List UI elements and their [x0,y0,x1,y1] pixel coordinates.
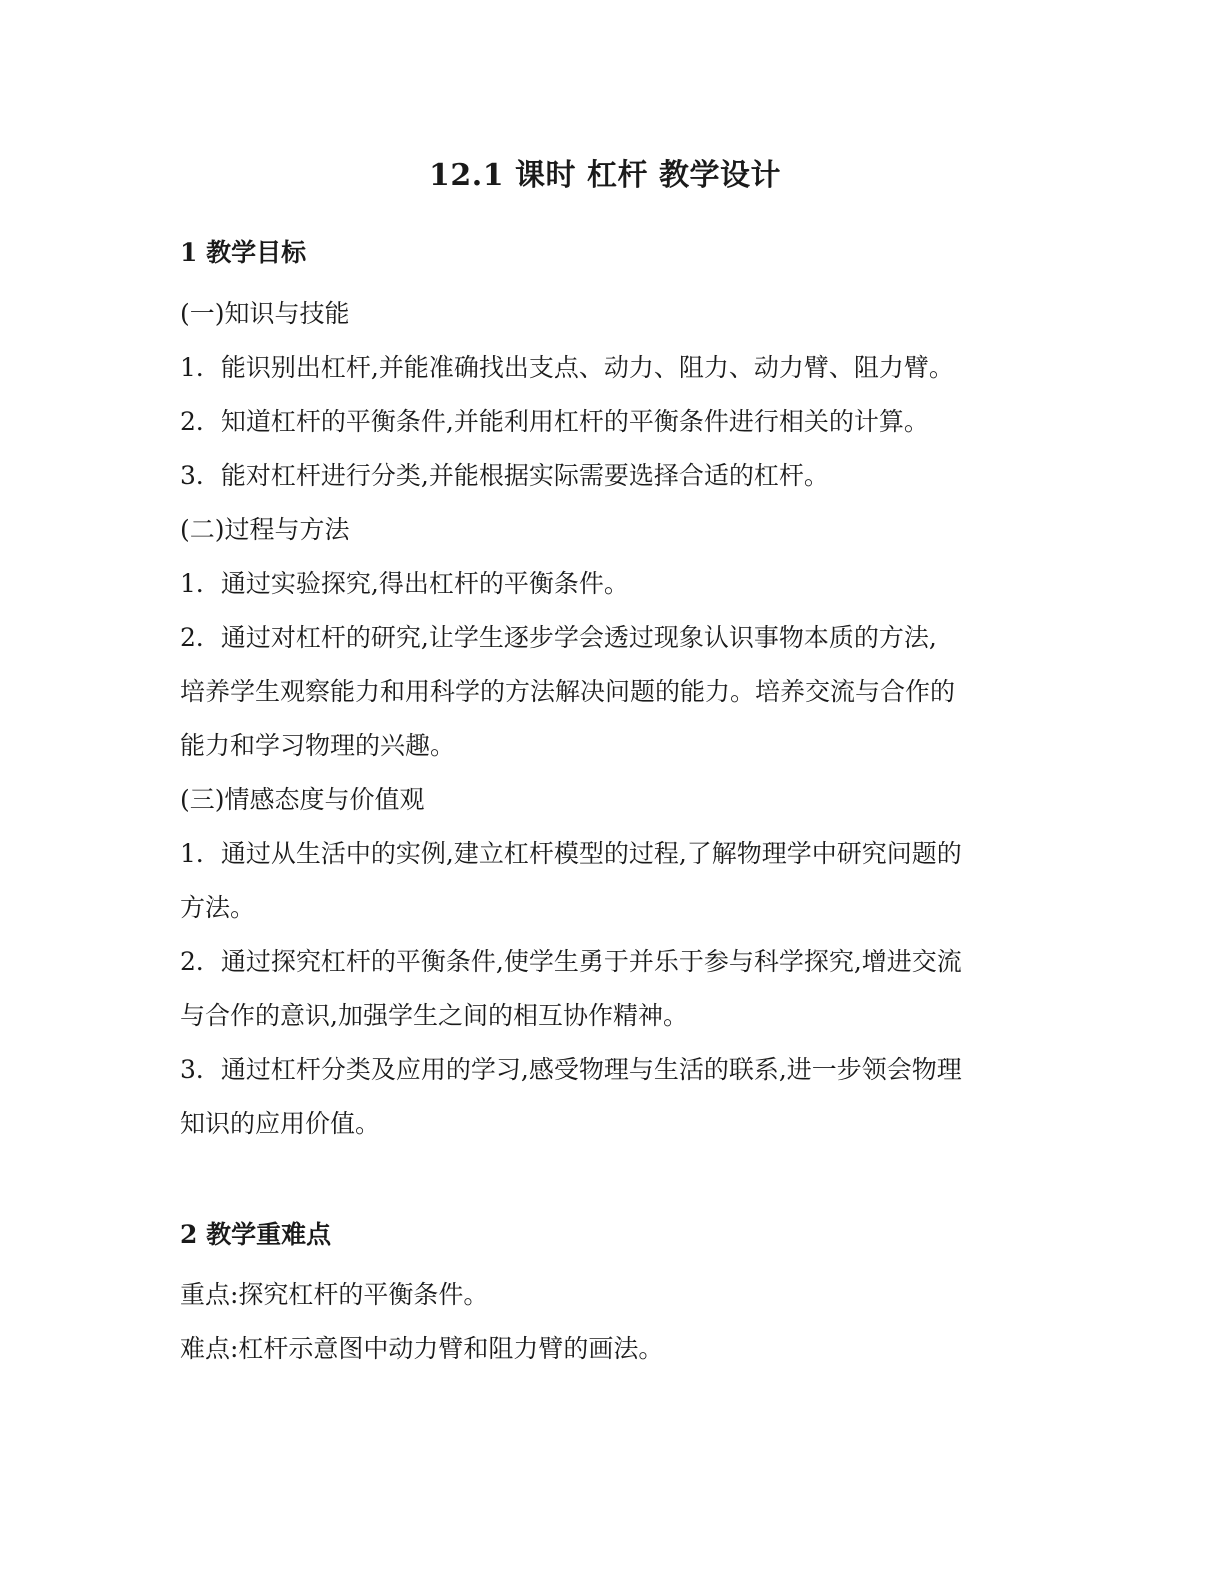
objective-item [180,935,1040,1043]
subheading-attitudes-values: (三)情感态度与价值观 [180,785,425,814]
objective-item-line: 培养学生观察能力和用科学的方法解决问题的能力。培养交流与合作的 [180,677,956,706]
objective-item-line: 方法。 [180,893,256,922]
subheading-process-methods: (二)过程与方法 [180,515,350,544]
document-title: 12.1 课时 杠杆 教学设计 [429,158,781,193]
objective-item: 3．能对杠杆进行分类,并能根据实际需要选择合适的杠杆。 [180,461,829,490]
difficult-point: 难点:杠杆示意图中动力臂和阻力臂的画法。 [180,1334,664,1363]
section-heading-key-difficult-points: 2 教学重难点 [180,1220,332,1249]
objective-item-line: 能力和学习物理的兴趣。 [180,731,456,760]
section-heading-teaching-objectives: 1 教学目标 [180,238,307,267]
objective-item [180,1043,1040,1151]
objective-item-line: 与合作的意识,加强学生之间的相互协作精神。 [180,1001,688,1030]
objective-item-line: 知识的应用价值。 [180,1109,381,1138]
section-teaching-objectives-body [180,287,1040,1151]
objective-item [180,611,1040,773]
section-key-difficult-points-body [180,1268,1040,1376]
objective-item: 1．通过实验探究,得出杠杆的平衡条件。 [180,569,629,598]
objective-item-line: 1．通过从生活中的实例,建立杠杆模型的过程,了解物理学中研究问题的 [180,839,962,868]
objective-item [180,827,1040,935]
objective-item: 2．知道杠杆的平衡条件,并能利用杠杆的平衡条件进行相关的计算。 [180,407,929,436]
objective-item-line: 3．通过杠杆分类及应用的学习,感受物理与生活的联系,进一步领会物理 [180,1055,962,1084]
objective-item: 1．能识别出杠杆,并能准确找出支点、动力、阻力、动力臂、阻力臂。 [180,353,954,382]
subheading-knowledge-skills: (一)知识与技能 [180,299,350,328]
objective-item-line: 2．通过探究杠杆的平衡条件,使学生勇于并乐于参与科学探究,增进交流 [180,947,962,976]
key-point: 重点:探究杠杆的平衡条件。 [180,1280,489,1309]
objective-item-line: 2．通过对杠杆的研究,让学生逐步学会透过现象认识事物本质的方法, [180,623,937,652]
